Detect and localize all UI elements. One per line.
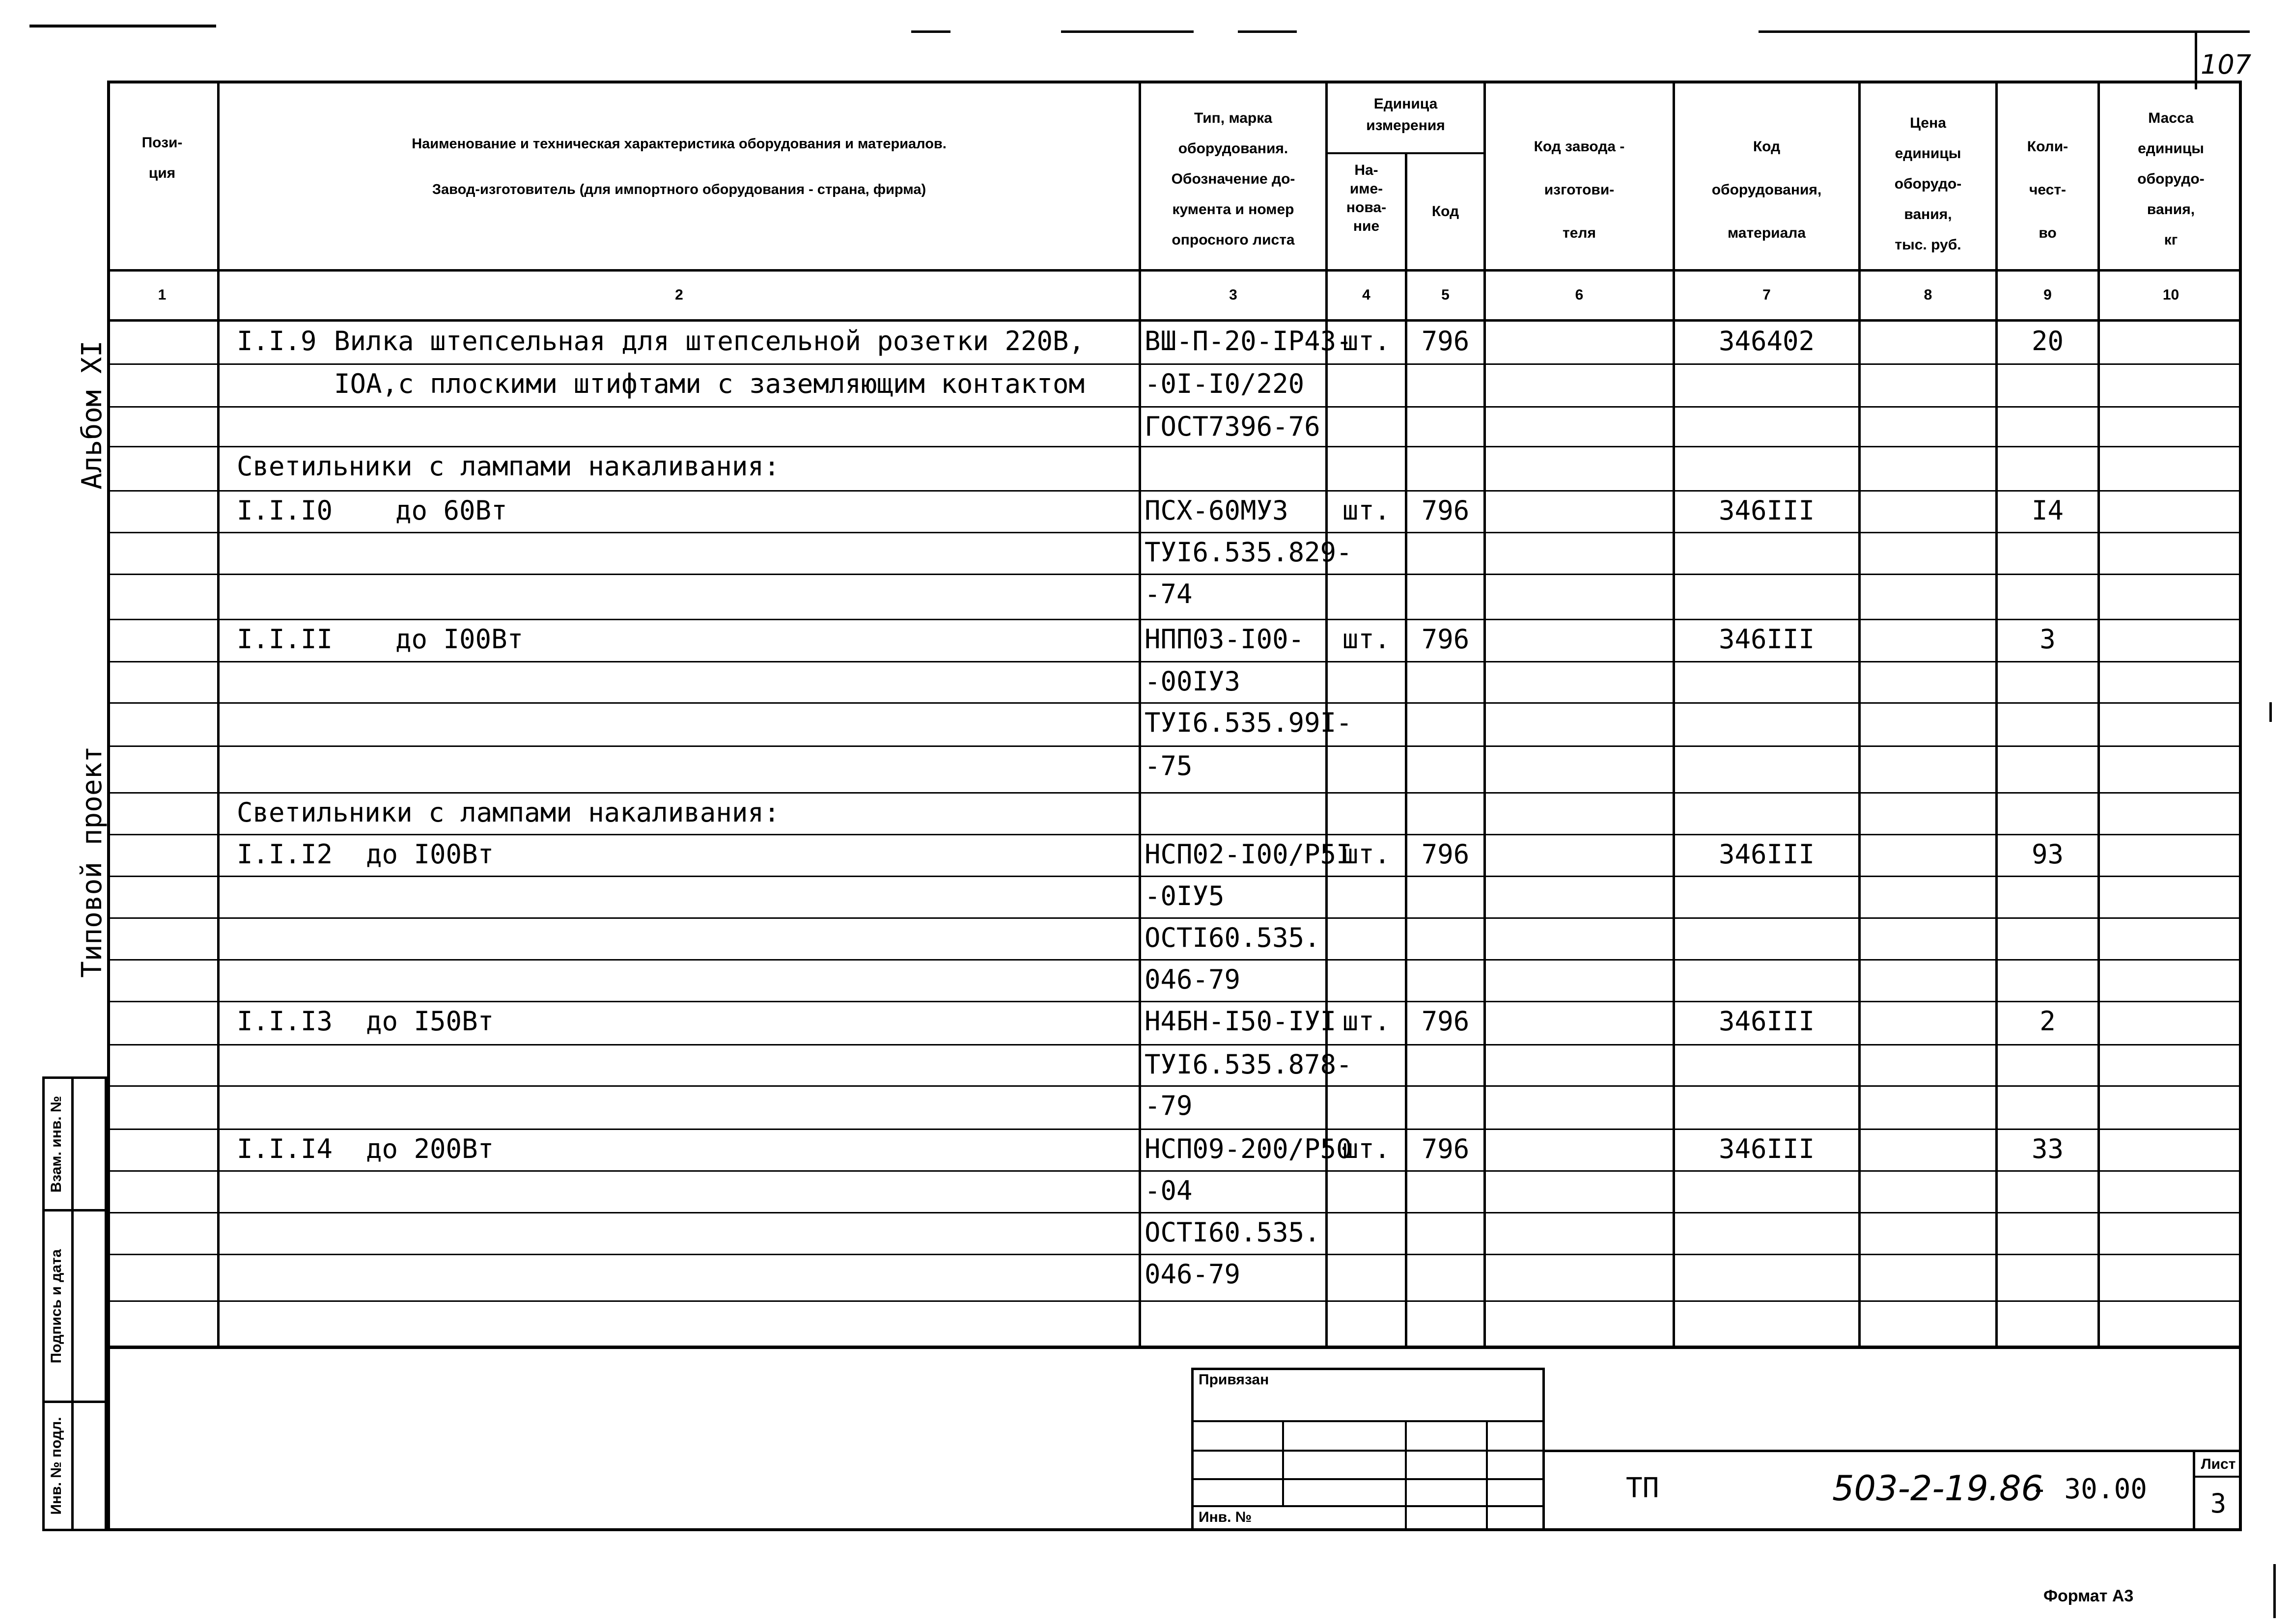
row-unit: шт.: [1342, 1006, 1391, 1037]
row-qty: I4: [2031, 495, 2064, 526]
edge-mark: [2269, 702, 2272, 722]
privyazan-vline: [1405, 1420, 1407, 1531]
table-row: [0, 1171, 2291, 1213]
row-type: ОСТI60.535.: [1145, 1217, 1320, 1248]
row-unit-code: 796: [1421, 326, 1470, 357]
top-dash: [1238, 30, 1297, 33]
stamp-label-1: Взам. инв. №: [48, 1096, 64, 1193]
table-row: [0, 1129, 2291, 1171]
row-type: ТУI6.535.99I-: [1145, 707, 1352, 738]
row-name: IOA,с плоскими штифтами с заземляющим контактом: [334, 368, 1085, 399]
stamp-line: [71, 1076, 74, 1531]
sheet-number-top: 107: [2201, 49, 2252, 80]
row-unit-code: 796: [1421, 839, 1470, 870]
col-number: 9: [2043, 287, 2052, 303]
privyazan-line: [1191, 1478, 1545, 1480]
row-unit-code: 796: [1421, 1006, 1470, 1037]
tp-label: ТП: [1626, 1472, 1659, 1504]
doc-code: 503-2-19.86: [1832, 1468, 2043, 1509]
table-row: [0, 407, 2291, 447]
row-unit: шт.: [1342, 624, 1391, 655]
row-type: НПП03-I00-: [1145, 624, 1305, 655]
table-row: [0, 918, 2291, 960]
table-row: [0, 960, 2291, 1002]
project-label: Типовой проект: [76, 746, 108, 978]
header-col2-line2: Завод-изготовитель (для импортного оборудования - страна, фирма): [432, 182, 926, 197]
row-type: ГОСТ7396-76: [1145, 411, 1320, 442]
row-position: I.I.II: [237, 624, 333, 655]
row-position: I.I.I2: [237, 839, 333, 870]
title-strip-top: [1545, 1450, 2242, 1452]
top-dash: [1061, 30, 1194, 33]
doc-suffix: - 30.00: [2031, 1473, 2148, 1505]
row-unit-code: 796: [1421, 495, 1470, 526]
privyazan-label: Привязан: [1199, 1372, 1269, 1388]
header-col1: Пози- ция: [141, 135, 183, 181]
row-qty: 3: [2040, 624, 2056, 655]
row-name: до I50Вт: [366, 1006, 494, 1037]
row-type: Н4БН-I50-IУI: [1145, 1006, 1337, 1037]
row-name: до 60Вт: [395, 495, 507, 526]
table-row: [0, 1255, 2291, 1301]
row-type: -74: [1145, 578, 1193, 609]
col-number: 4: [1362, 287, 1370, 303]
col-number: 1: [158, 287, 167, 303]
header-col5: Код: [1431, 203, 1459, 220]
row-equip-code: 346III: [1718, 1006, 1815, 1037]
row-type: НСП02-I00/Р5I: [1145, 839, 1352, 870]
row-qty: 93: [2031, 839, 2064, 870]
top-dash: [911, 30, 950, 33]
table-row: [0, 877, 2291, 918]
row-name: Светильники с лампами накаливания:: [237, 797, 780, 828]
row-type: -75: [1145, 750, 1193, 781]
col-number: 2: [675, 287, 683, 303]
row-unit: шт.: [1342, 839, 1391, 870]
row-qty: 20: [2031, 326, 2064, 357]
row-equip-code: 346III: [1718, 624, 1815, 655]
privyazan-vline: [1486, 1420, 1488, 1531]
table-row: [0, 322, 2291, 364]
row-name: Светильники с лампами накаливания:: [237, 451, 780, 482]
unit-group-divider: [1325, 152, 1483, 154]
row-unit: шт.: [1342, 326, 1391, 357]
row-name: до I00Вт: [395, 624, 524, 655]
row-type: -0I-I0/220: [1145, 368, 1305, 399]
row-position: I.I.I4: [237, 1133, 333, 1164]
row-equip-code: 346III: [1718, 495, 1815, 526]
row-equip-code: 346III: [1718, 839, 1815, 870]
col-number: 10: [2162, 287, 2179, 303]
table-row: [0, 620, 2291, 662]
header-col3: Тип, марка оборудования. Обозначение до- кумента и номер опросного листа: [1171, 110, 1295, 248]
table-row: [0, 1002, 2291, 1045]
row-qty: 33: [2031, 1133, 2064, 1164]
table-row: [0, 575, 2291, 620]
header-col10: Масса единицы оборудо- вания, кг: [2137, 110, 2205, 248]
top-dash: [29, 25, 216, 28]
privyazan-line: [1191, 1420, 1545, 1422]
header-col9: Коли- чест- во: [2027, 138, 2068, 241]
row-name: Вилка штепсельная для штепсельной розетки 220В,: [334, 326, 1085, 357]
sheet-label: Лист: [2201, 1456, 2236, 1472]
row-unit: шт.: [1342, 1133, 1391, 1164]
privyazan-vline: [1282, 1420, 1284, 1506]
row-unit-code: 796: [1421, 624, 1470, 655]
table-row: [0, 662, 2291, 703]
table-row: [0, 1086, 2291, 1129]
table-row: [0, 1213, 2291, 1255]
row-type: ТУI6.535.878-: [1145, 1049, 1352, 1080]
row-qty: 2: [2040, 1006, 2056, 1037]
row-type: ВШ-П-20-IP43-: [1145, 326, 1352, 357]
row-type: ПСХ-60МУЗ: [1145, 495, 1288, 526]
header-col2-line1: Наименование и техническая характеристика оборудования и материалов.: [412, 136, 947, 152]
header-col7: Код оборудования, материала: [1711, 138, 1822, 241]
privyazan-line: [1191, 1505, 1545, 1507]
col-number: 3: [1229, 287, 1237, 303]
row-type: 046-79: [1145, 1259, 1241, 1290]
sheet-value: 3: [2210, 1488, 2227, 1519]
header-unit-group: Единица измерения: [1366, 96, 1445, 134]
row-type: -79: [1145, 1090, 1193, 1121]
row-unit-code: 796: [1421, 1133, 1470, 1164]
row-type: -00IУЗ: [1145, 666, 1241, 697]
header-col6: Код завода - изготови- теля: [1534, 138, 1625, 241]
album-label: Альбом XI: [76, 340, 108, 490]
header-col8: Цена единицы оборудо- вания, тыс. руб.: [1894, 115, 1962, 253]
table-row: [0, 746, 2291, 793]
inv-no-label: Инв. №: [1199, 1509, 1252, 1525]
stamp-label-3: Инв. № подл.: [48, 1417, 64, 1515]
row-type: -04: [1145, 1175, 1193, 1206]
header-divider: [107, 269, 2242, 272]
edge-mark: [2273, 1564, 2276, 1618]
table-row: [0, 793, 2291, 835]
row-position: I.I.9: [237, 326, 317, 357]
header-col4: На- име- нова- ние: [1346, 162, 1387, 234]
table-row: [0, 703, 2291, 746]
col-number: 5: [1441, 287, 1450, 303]
col-number: 7: [1762, 287, 1771, 303]
top-dash: [1759, 30, 2250, 33]
row-type: 046-79: [1145, 964, 1241, 995]
col-number: 6: [1575, 287, 1584, 303]
format-label: Формат А3: [2043, 1587, 2134, 1605]
row-type: ОСТI60.535.: [1145, 922, 1320, 953]
sheet-box-line: [2193, 1476, 2242, 1478]
row-type: -0IУ5: [1145, 881, 1225, 911]
table-row: [0, 533, 2291, 575]
table-row: [0, 491, 2291, 533]
stamp-label-2: Подпись и дата: [48, 1249, 64, 1364]
row-position: I.I.I3: [237, 1006, 333, 1037]
table-row: [0, 1045, 2291, 1086]
row-equip-code: 346III: [1718, 1133, 1815, 1164]
row-type: ТУI6.535.829-: [1145, 537, 1352, 568]
table-row: [0, 835, 2291, 877]
col-number: 8: [1924, 287, 1932, 303]
row-equip-code: 346402: [1718, 326, 1815, 357]
table-row: [0, 364, 2291, 407]
row-type: НСП09-200/Р50: [1145, 1133, 1352, 1164]
row-name: до 200Вт: [366, 1133, 494, 1164]
row-name: до I00Вт: [366, 839, 494, 870]
row-position: I.I.I0: [237, 495, 333, 526]
privyazan-line: [1191, 1450, 1545, 1452]
row-unit: шт.: [1342, 495, 1391, 526]
table-row: [0, 447, 2291, 491]
